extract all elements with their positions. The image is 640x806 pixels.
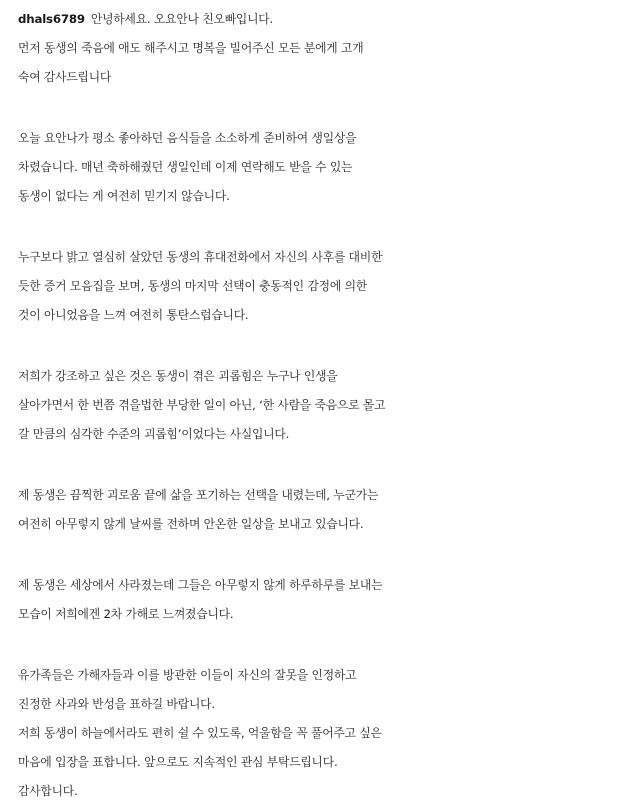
paragraph-3 (18, 243, 640, 330)
caption-line (18, 5, 640, 34)
caption-line: 동생이 없다는 게 여전히 믿기지 않습니다. (18, 189, 230, 203)
paragraph-7 (18, 661, 640, 806)
caption-line: 차렸습니다. 매년 축하해줬던 생일인데 이제 연락해도 받을 수 있는 (18, 160, 353, 174)
caption-line: 모습이 저희에겐 2차 가해로 느껴졌습니다. (18, 607, 234, 621)
paragraph-6 (18, 571, 640, 629)
caption-line: 것이 아니었음을 느껴 여전히 통탄스럽습니다. (18, 308, 249, 322)
paragraph-2 (18, 124, 640, 211)
caption-line: 오늘 요안나가 평소 좋아하던 음식들을 소소하게 준비하여 생일상을 (18, 131, 357, 145)
paragraph-5 (18, 481, 640, 539)
caption-line: 살아가면서 한 번쯤 겪을법한 부당한 일이 아닌, ‘한 사람을 죽음으로 몰고 (18, 398, 386, 412)
caption-line: 유가족들은 가해자들과 이를 방관한 이들이 자신의 잘못을 인정하고 (18, 668, 357, 682)
username-link[interactable]: dhals6789 (18, 12, 85, 26)
paragraph-1 (18, 5, 640, 92)
caption-line: 먼저 동생의 죽음에 애도 해주시고 명복을 빌어주신 모든 분에게 고개 (18, 41, 364, 55)
caption-line: 감사합니다. (18, 784, 78, 798)
caption-line: 누구보다 밝고 열심히 살았던 동생의 휴대전화에서 자신의 사후를 대비한 (18, 250, 383, 264)
paragraph-4 (18, 362, 640, 449)
caption-text: 안녕하세요. 오요안나 친오빠입니다. (90, 12, 274, 26)
caption-line: 저희가 강조하고 싶은 것은 동생이 겪은 괴롭힘은 누구나 인생을 (18, 369, 338, 383)
caption-line: 제 동생은 세상에서 사라졌는데 그들은 아무렇지 않게 하루하루를 보내는 (18, 578, 383, 592)
caption-line: 마음에 입장을 표합니다. 앞으로도 지속적인 관심 부탁드립니다. (18, 755, 338, 769)
caption-line: 갈 만큼의 심각한 수준의 괴롭힘’이었다는 사실입니다. (18, 427, 290, 441)
caption-line: 제 동생은 끔찍한 괴로움 끝에 삶을 포기하는 선택을 내렸는데, 누군가는 (18, 488, 379, 502)
caption-line: 여전히 아무렇지 않게 날씨를 전하며 안온한 일상을 보내고 있습니다. (18, 517, 364, 531)
caption-line: 듯한 증거 모음집을 보며, 동생의 마지막 선택이 충동적인 감정에 의한 (18, 279, 367, 293)
caption-line: 숙여 감사드립니다 (18, 70, 112, 84)
caption-line: 진정한 사과와 반성을 표하길 바랍니다. (18, 697, 215, 711)
caption-line: 저희 동생이 하늘에서라도 편히 쉴 수 있도록, 억울함을 꼭 풀어주고 싶은 (18, 726, 382, 740)
